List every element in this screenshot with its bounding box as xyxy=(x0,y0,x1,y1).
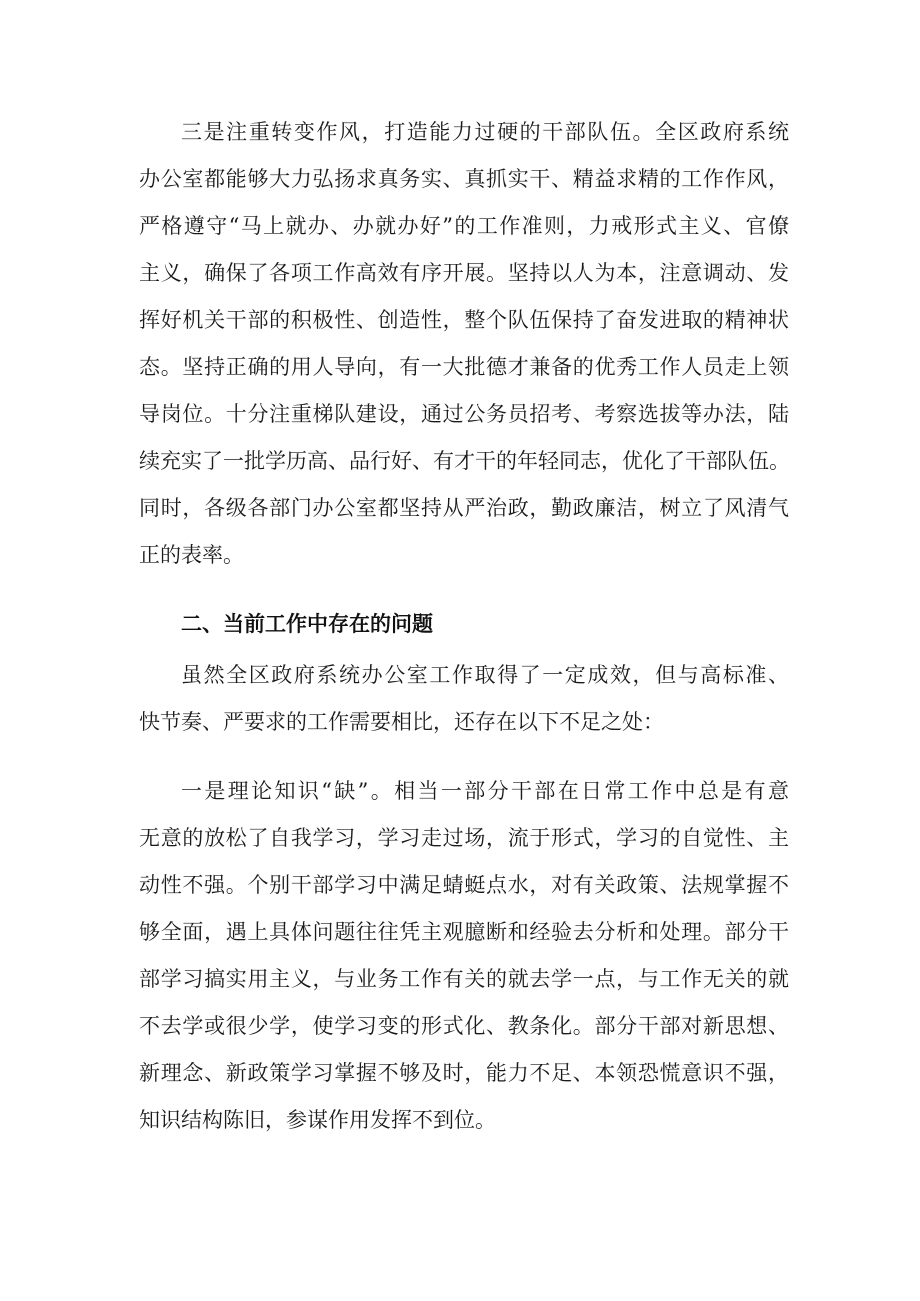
text-line: 续充实了一批学历高、品行好、有才干的年轻同志，优化了干部队伍。 xyxy=(139,449,790,473)
text-line: 新理念、新政策学习掌握不够及时，能力不足、本领恐慌意识不强， xyxy=(139,1061,789,1085)
text-line: 够全面，遇上具体问题往往凭主观臆断和经验去分析和处理。部分干 xyxy=(139,920,789,944)
text-line: 主义，确保了各项工作高效有序开展。坚持以人为本，注意调动、发 xyxy=(139,261,789,285)
text-line: 虽然全区政府系统办公室工作取得了一定成效，但与高标准、 xyxy=(181,663,789,687)
text-line: 态。坚持正确的用人导向，有一大批德才兼备的优秀工作人员走上领 xyxy=(139,355,789,379)
text-line: 动性不强。个别干部学习中满足蜻蜓点水，对有关政策、法规掌握不 xyxy=(139,873,789,897)
text-line: 知识结构陈旧，参谋作用发挥不到位。 xyxy=(139,1108,496,1132)
text-line: 快节奏、严要求的工作需要相比，还存在以下不足之处： xyxy=(139,710,664,734)
text-line: 三是注重转变作风，打造能力过硬的干部队伍。全区政府系统 xyxy=(181,120,789,144)
text-line: 不去学或很少学，使学习变的形式化、教条化。部分干部对新思想、 xyxy=(139,1014,789,1038)
section-heading: 二、当前工作中存在的问题 xyxy=(181,612,433,636)
text-line: 严格遵守“马上就办、办就办好”的工作准则，力戒形式主义、官僚 xyxy=(139,214,789,238)
text-line: 正的表率。 xyxy=(139,543,244,567)
text-line: 无意的放松了自我学习，学习走过场，流于形式，学习的自觉性、主 xyxy=(139,826,789,850)
text-line: 同时，各级各部门办公室都坚持从严治政，勤政廉洁，树立了风清气 xyxy=(139,496,789,520)
text-line: 一是理论知识“缺”。相当一部分干部在日常工作中总是有意 xyxy=(181,779,789,803)
text-line: 导岗位。十分注重梯队建设，通过公务员招考、考察选拔等办法，陆 xyxy=(139,402,789,426)
text-line: 部学习搞实用主义，与业务工作有关的就去学一点，与工作无关的就 xyxy=(139,967,789,991)
text-line: 挥好机关干部的积极性、创造性，整个队伍保持了奋发进取的精神状 xyxy=(139,308,789,332)
text-line: 办公室都能够大力弘扬求真务实、真抓实干、精益求精的工作作风， xyxy=(139,167,789,191)
